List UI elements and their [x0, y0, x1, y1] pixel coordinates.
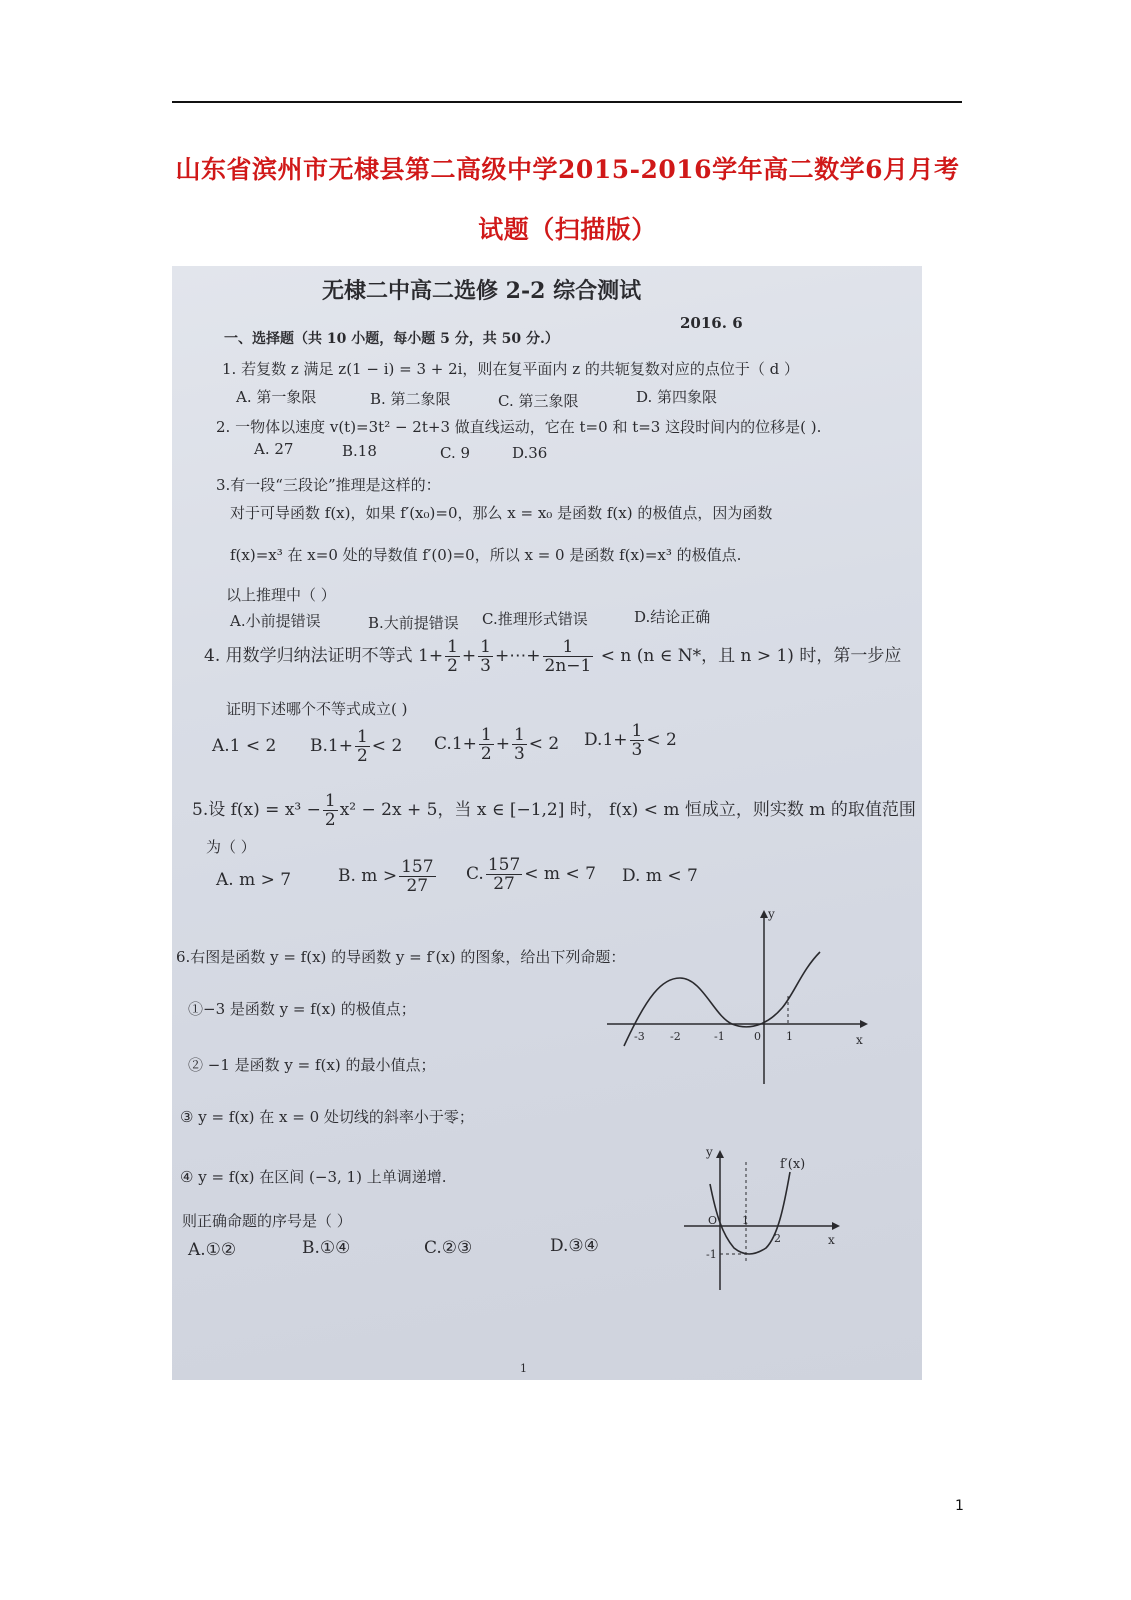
graph1-x-arrow — [860, 1020, 868, 1028]
q6-proposition-4: ④ y = f(x) 在区间 (−3, 1) 上单调递增. — [180, 1168, 447, 1186]
top-rule — [172, 101, 962, 103]
q6-parabola-graph — [682, 1144, 852, 1294]
q4-option-c-label: C. — [434, 734, 452, 754]
q5-option-c-label: C. — [466, 864, 484, 884]
graph2-tick-origin: O — [708, 1214, 718, 1227]
q5-line2: 为（ ） — [206, 838, 256, 856]
q6-ask: 则正确命题的序号是（ ） — [182, 1212, 352, 1230]
q3-stem: 3.有一段“三段论”推理是这样的： — [216, 476, 441, 494]
exam-title: 无棣二中高二选修 2-2 综合测试 — [322, 278, 642, 304]
q5-option-d: D. m < 7 — [622, 866, 698, 886]
graph2-tick-1: 1 — [742, 1214, 749, 1227]
q1-option-c: C. 第三象限 — [498, 392, 579, 410]
graph1-x-label: x — [856, 1033, 863, 1047]
q6-proposition-2: ② −1 是函数 y = f(x) 的最小值点； — [188, 1056, 436, 1074]
q5-option-c-num: 157 — [487, 855, 521, 875]
q1-option-b: B. 第二象限 — [370, 390, 451, 408]
q4-suffix: < n (n ∈ N*，且 n > 1) 时，第一步应 — [600, 646, 902, 666]
q5-option-c-tail: < m < 7 — [524, 864, 596, 884]
document-title-line2: 试题（扫描版） — [478, 215, 657, 244]
scan-page-mark: 1 — [520, 1362, 527, 1375]
q2-option-c: C. 9 — [440, 444, 471, 462]
graph1-tick-0: 0 — [754, 1030, 761, 1043]
q5-prefix: 5.设 f(x) = x³ − — [192, 800, 321, 820]
q4-option-a: A.1 < 2 — [212, 736, 277, 756]
q4-expression: 1+ $\frac{1}{2}$ + $\frac{1}{3}$ +⋯+ $\frac{1}{2n-1}$ — [418, 637, 592, 676]
q3-option-b: B.大前提错误 — [368, 614, 459, 632]
section-heading: 一、选择题（共 10 小题，每小题 5 分，共 50 分.） — [224, 331, 559, 347]
q6-stem: 6.右图是函数 y = f(x) 的导函数 y = f′(x) 的图象，给出下列命题： — [176, 948, 626, 966]
q3-option-a: A.小前提错误 — [230, 612, 321, 630]
q5-mid: x² − 2x + 5 — [339, 800, 438, 820]
q2-option-d: D.36 — [512, 444, 548, 462]
q5-stem: 5.设 f(x) = x³ − $\frac{1}{2}$ x² − 2x + 5，当 x ∈ [−1,2] 时， f(x) < m 恒成立，则实数 m 的取值范围 — [192, 791, 916, 830]
q6-proposition-3: ③ y = f(x) 在 x = 0 处切线的斜率小于零； — [180, 1108, 474, 1126]
q1-option-a: A. 第一象限 — [236, 388, 317, 406]
graph1-y-arrow — [760, 910, 768, 918]
q2-option-a: A. 27 — [254, 440, 294, 458]
q5-option-b-num: 157 — [401, 857, 434, 877]
q3-line3: 以上推理中（ ） — [226, 586, 336, 604]
graph1-tick-neg3: -3 — [634, 1030, 645, 1043]
graph2-curve-label: f′(x) — [780, 1157, 806, 1172]
q6-option-b: B.①④ — [302, 1238, 351, 1258]
q5-option-b-den: 27 — [406, 876, 429, 896]
q4-line2: 证明下述哪个不等式成立( ) — [226, 700, 408, 718]
graph1-tick-1: 1 — [786, 1030, 793, 1043]
q2-option-b: B.18 — [342, 442, 377, 460]
q6-proposition-1: ①−3 是函数 y = f(x) 的极值点； — [188, 1000, 416, 1018]
graph2-x-label: x — [828, 1233, 835, 1247]
q5-option-c-den: 27 — [493, 874, 515, 894]
q1-stem: 1. 若复数 z 满足 z(1 − i) = 3 + 2i，则在复平面内 z 的共轭复数对应的点位于（ d ） — [222, 360, 800, 378]
q6-derivative-graph — [602, 906, 872, 1086]
q3-option-d: D.结论正确 — [634, 608, 711, 626]
graph2-tick-neg1: -1 — [706, 1248, 717, 1261]
q5-option-a: A. m > 7 — [216, 870, 292, 890]
q2-stem: 2. 一物体以速度 v(t)=3t² − 2t+3 做直线运动，它在 t=0 和 t=3 这段时间内的位移是( ). — [216, 418, 822, 436]
q1-option-d: D. 第四象限 — [636, 388, 718, 406]
graph1-y-label: y — [768, 907, 775, 921]
exam-date: 2016. 6 — [680, 314, 743, 332]
q5-option-b-label: B. m > — [338, 866, 398, 886]
q4-option-b: B.1+ $\frac{1}{2}$ < 2 — [310, 727, 403, 766]
q5-option-b — [338, 858, 438, 895]
q4-stem — [204, 638, 901, 675]
q6-option-a: A.①② — [188, 1240, 237, 1260]
q5-stem-rest: ，当 x ∈ [−1,2] 时， f(x) < m 恒成立，则实数 m 的取值范围 — [437, 800, 916, 820]
q4-prefix: 4. 用数学归纳法证明不等式 — [204, 646, 413, 666]
q4-option-d-label: D. — [584, 730, 603, 750]
graph1-tick-neg2: -2 — [670, 1030, 681, 1043]
graph2-y-arrow — [716, 1150, 724, 1158]
page-number: 1 — [955, 1498, 964, 1514]
q6-option-c: C.②③ — [424, 1238, 473, 1258]
graph2-tick-2: 2 — [774, 1232, 781, 1245]
q4-option-c: C.1+ $\frac{1}{2}$ + $\frac{1}{3}$ < 2 — [434, 725, 560, 764]
q5-option-c — [466, 856, 596, 893]
q3-line1: 对于可导函数 f(x)，如果 f′(x₀)=0，那么 x = x₀ 是函数 f(x) 的极值点，因为函数 — [230, 504, 773, 522]
q4-option-b-label: B. — [310, 736, 328, 756]
graph2-y-label: y — [706, 1145, 713, 1159]
q4-option-d: D.1+ $\frac{1}{3}$ < 2 — [584, 721, 677, 760]
q3-line2: f(x)=x³ 在 x=0 处的导数值 f′(0)=0，所以 x = 0 是函数 f(x)=x³ 的极值点. — [230, 546, 742, 564]
scanned-exam-image — [172, 266, 922, 1380]
q6-option-d: D.③④ — [550, 1236, 599, 1256]
graph2-x-arrow — [832, 1222, 840, 1230]
graph1-tick-neg1: -1 — [714, 1030, 725, 1043]
q3-option-c: C.推理形式错误 — [482, 610, 588, 628]
document-title-line1: 山东省滨州市无棣县第二高级中学2015-2016学年高二数学6月月考 — [175, 155, 960, 184]
